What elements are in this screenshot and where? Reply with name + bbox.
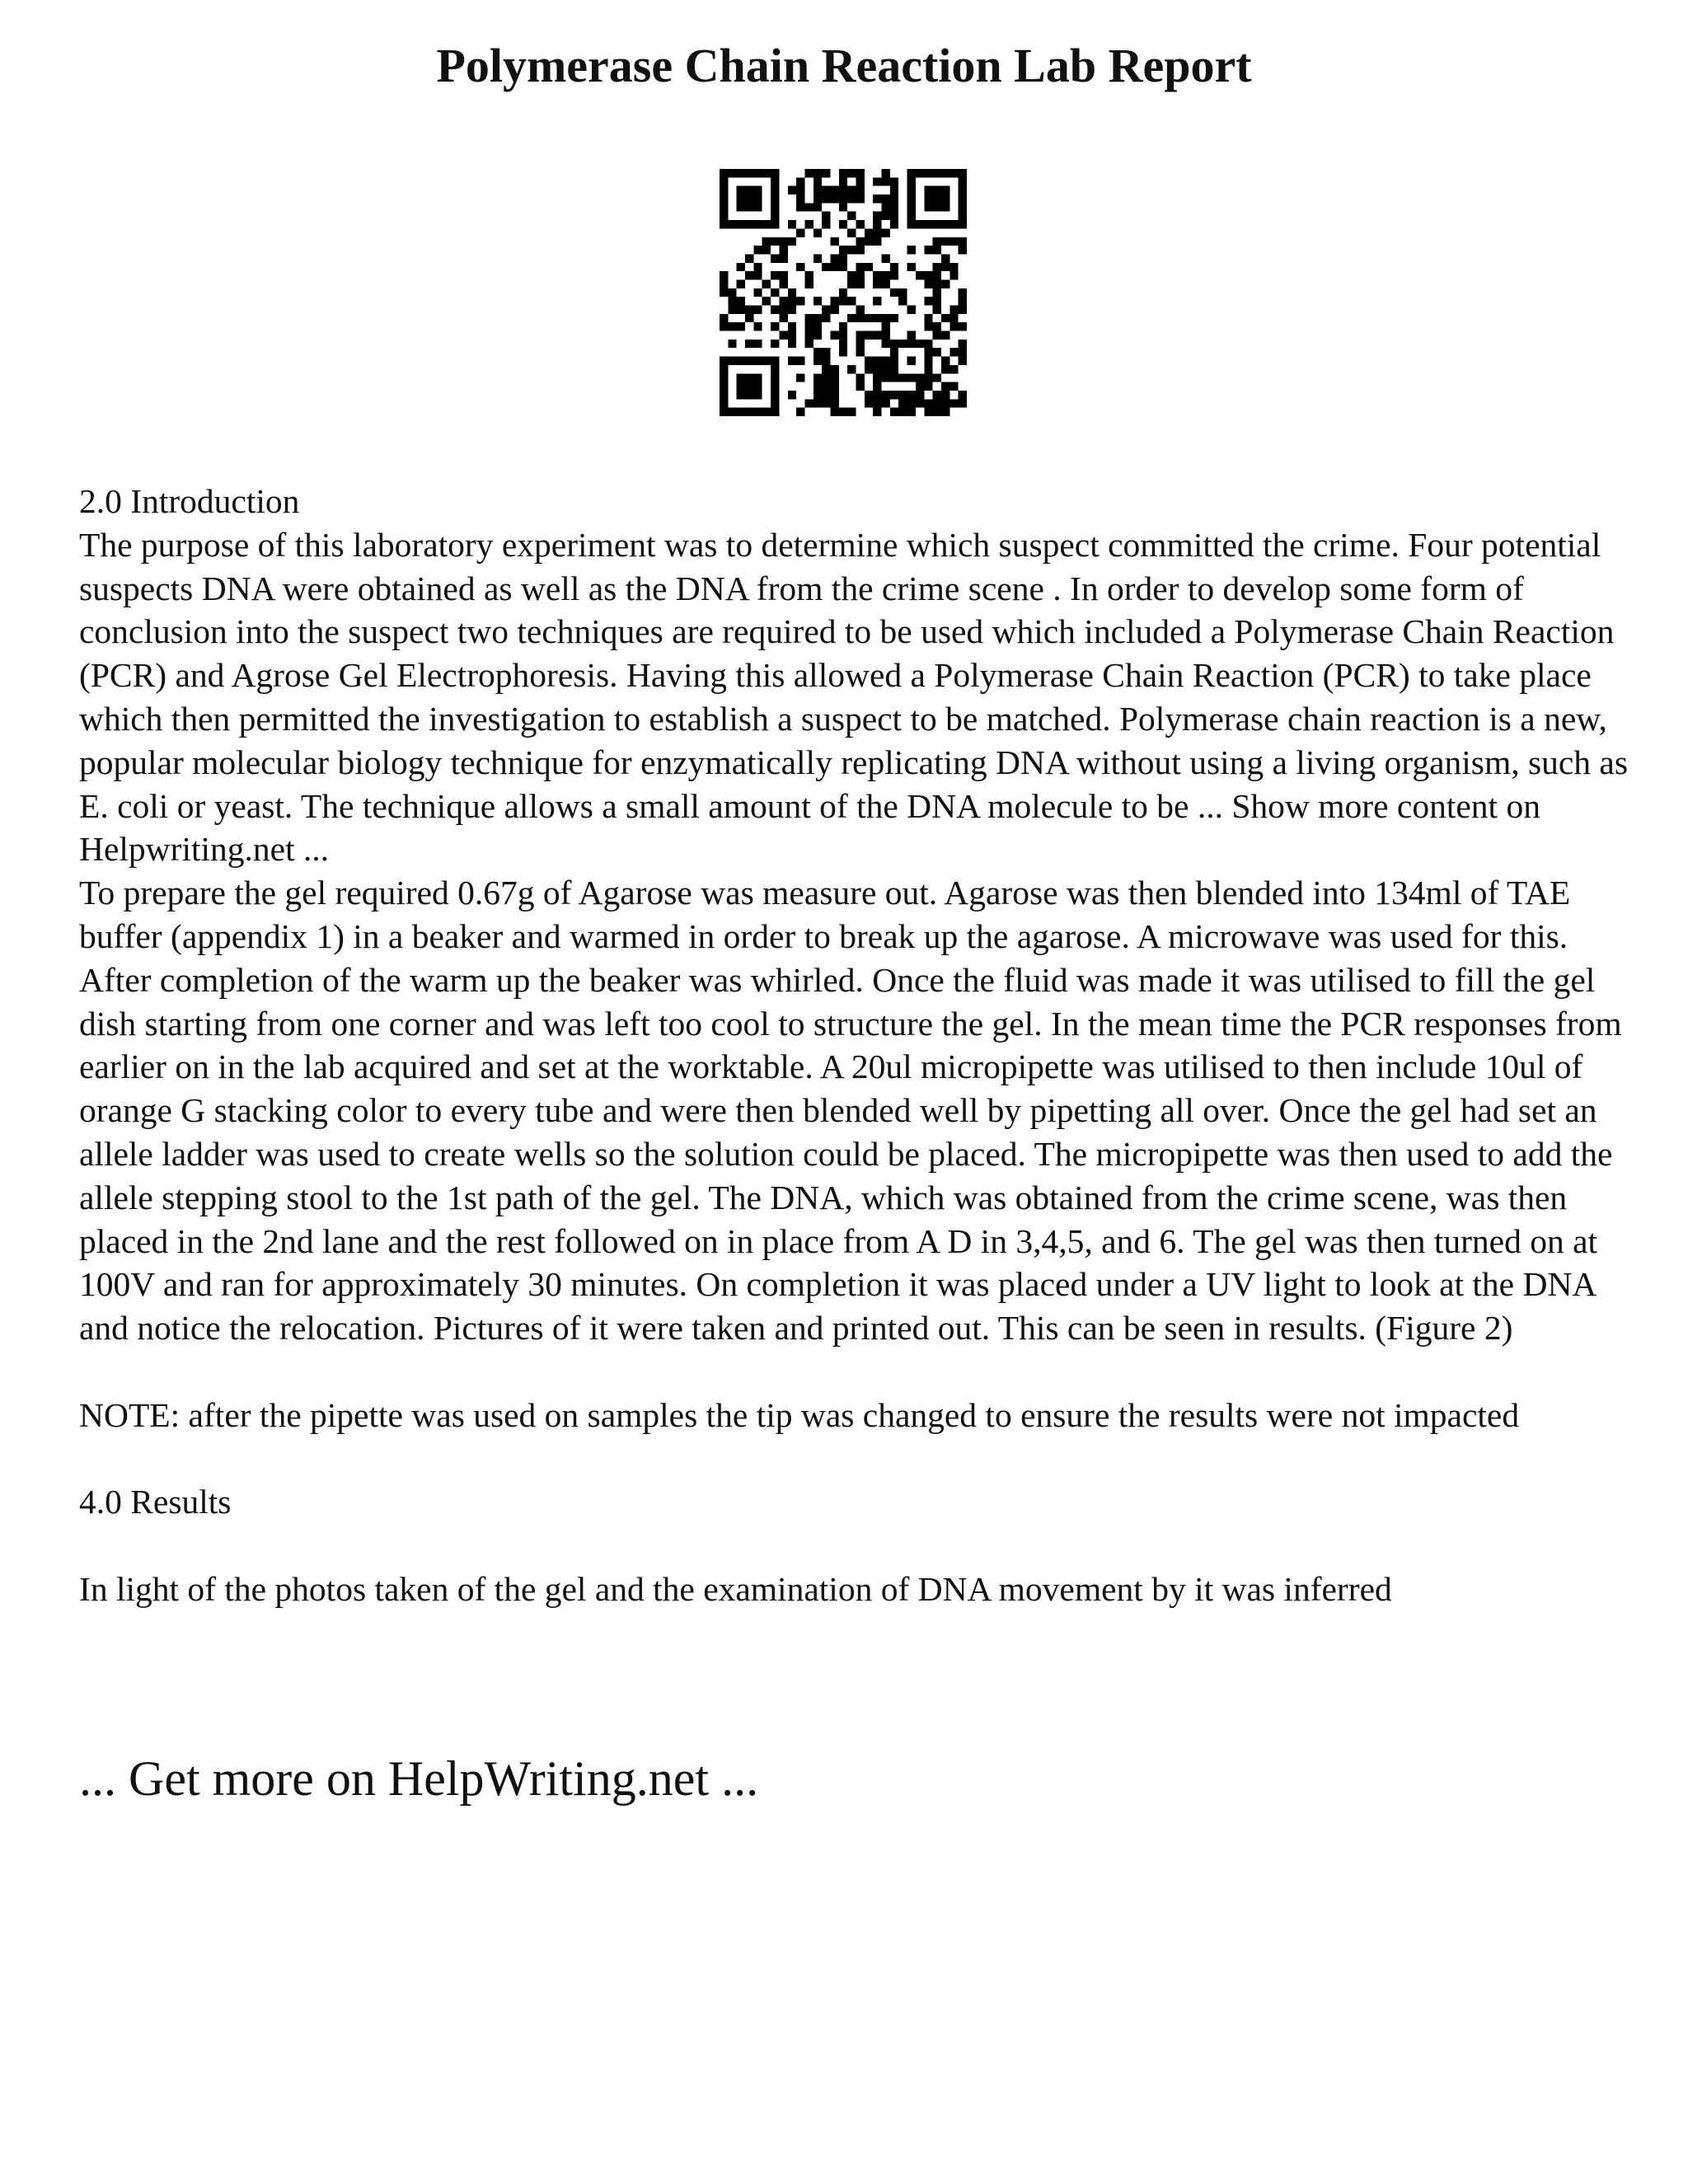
introduction-heading: 2.0 Introduction xyxy=(79,482,300,520)
results-paragraph: In light of the photos taken of the gel and the examination of DNA movement by it was inferred xyxy=(79,1569,1392,1608)
document-title: Polymerase Chain Reaction Lab Report xyxy=(436,39,1252,92)
report-body xyxy=(79,480,1629,1611)
results-heading: 4.0 Results xyxy=(79,1483,232,1521)
paragraph-spacer xyxy=(79,1437,1629,1481)
note-paragraph: NOTE: after the pipette was used on samples the tip was changed to ensure the results were not impacted xyxy=(79,1395,1520,1434)
introduction-paragraph: The purpose of this laboratory experiment was to determine which suspect committed the crime. Four potential suspects DNA were obtained as well as the DNA from the crime scene . In order to develop some form of conclusion into the suspect two techniques are required to be used which included a Polymerase Chain Reaction (PCR) and Agrose Gel Electrophoresis. Having this allowed a Polymerase Chain Reaction (PCR) to take place which then permitted the investigation to establish a suspect to be matched. Polymerase chain reaction is a new, popular molecular biology technique for enzymatically replicating DNA without using a living organism, such as E. coli or yeast. The technique allows a small amount of the DNA molecule to be ... Show more content on Helpwriting.net ... xyxy=(79,525,1628,869)
paragraph-spacer xyxy=(79,1350,1629,1394)
paragraph-spacer xyxy=(79,1524,1629,1568)
qr-code-icon xyxy=(720,169,967,416)
method-paragraph: To prepare the gel required 0.67g of Agarose was measure out. Agarose was then blended into 134ml of TAE buffer (appendix 1) in a beaker and warmed in order to break up the agarose. A microwave was used for this. After completion of the warm up the beaker was whirled. Once the fluid was made it was utilised to fill the gel dish starting from one corner and was left too cool to structure the gel. In the mean time the PCR responses from earlier on in the lab acquired and set at the worktable. A 20ul micropipette was utilised to then include 10ul of orange G stacking color to every tube and were then blended well by pipetting all over. Once the gel had set an allele ladder was used to create wells so the solution could be placed. The micropipette was then used to add the allele stepping stool to the 1st path of the gel. The DNA, which was obtained from the crime scene, was then placed in the 2nd lane and the rest followed on in place from A D in 3,4,5, and 6. The gel was then turned on at 100V and ran for approximately 30 minutes. On completion it was placed under a UV light to look at the DNA and notice the relocation. Pictures of it were taken and printed out. This can be seen in results. (Figure 2) xyxy=(79,874,1622,1347)
get-more-link[interactable]: ... Get more on HelpWriting.net ... xyxy=(79,1751,759,1806)
